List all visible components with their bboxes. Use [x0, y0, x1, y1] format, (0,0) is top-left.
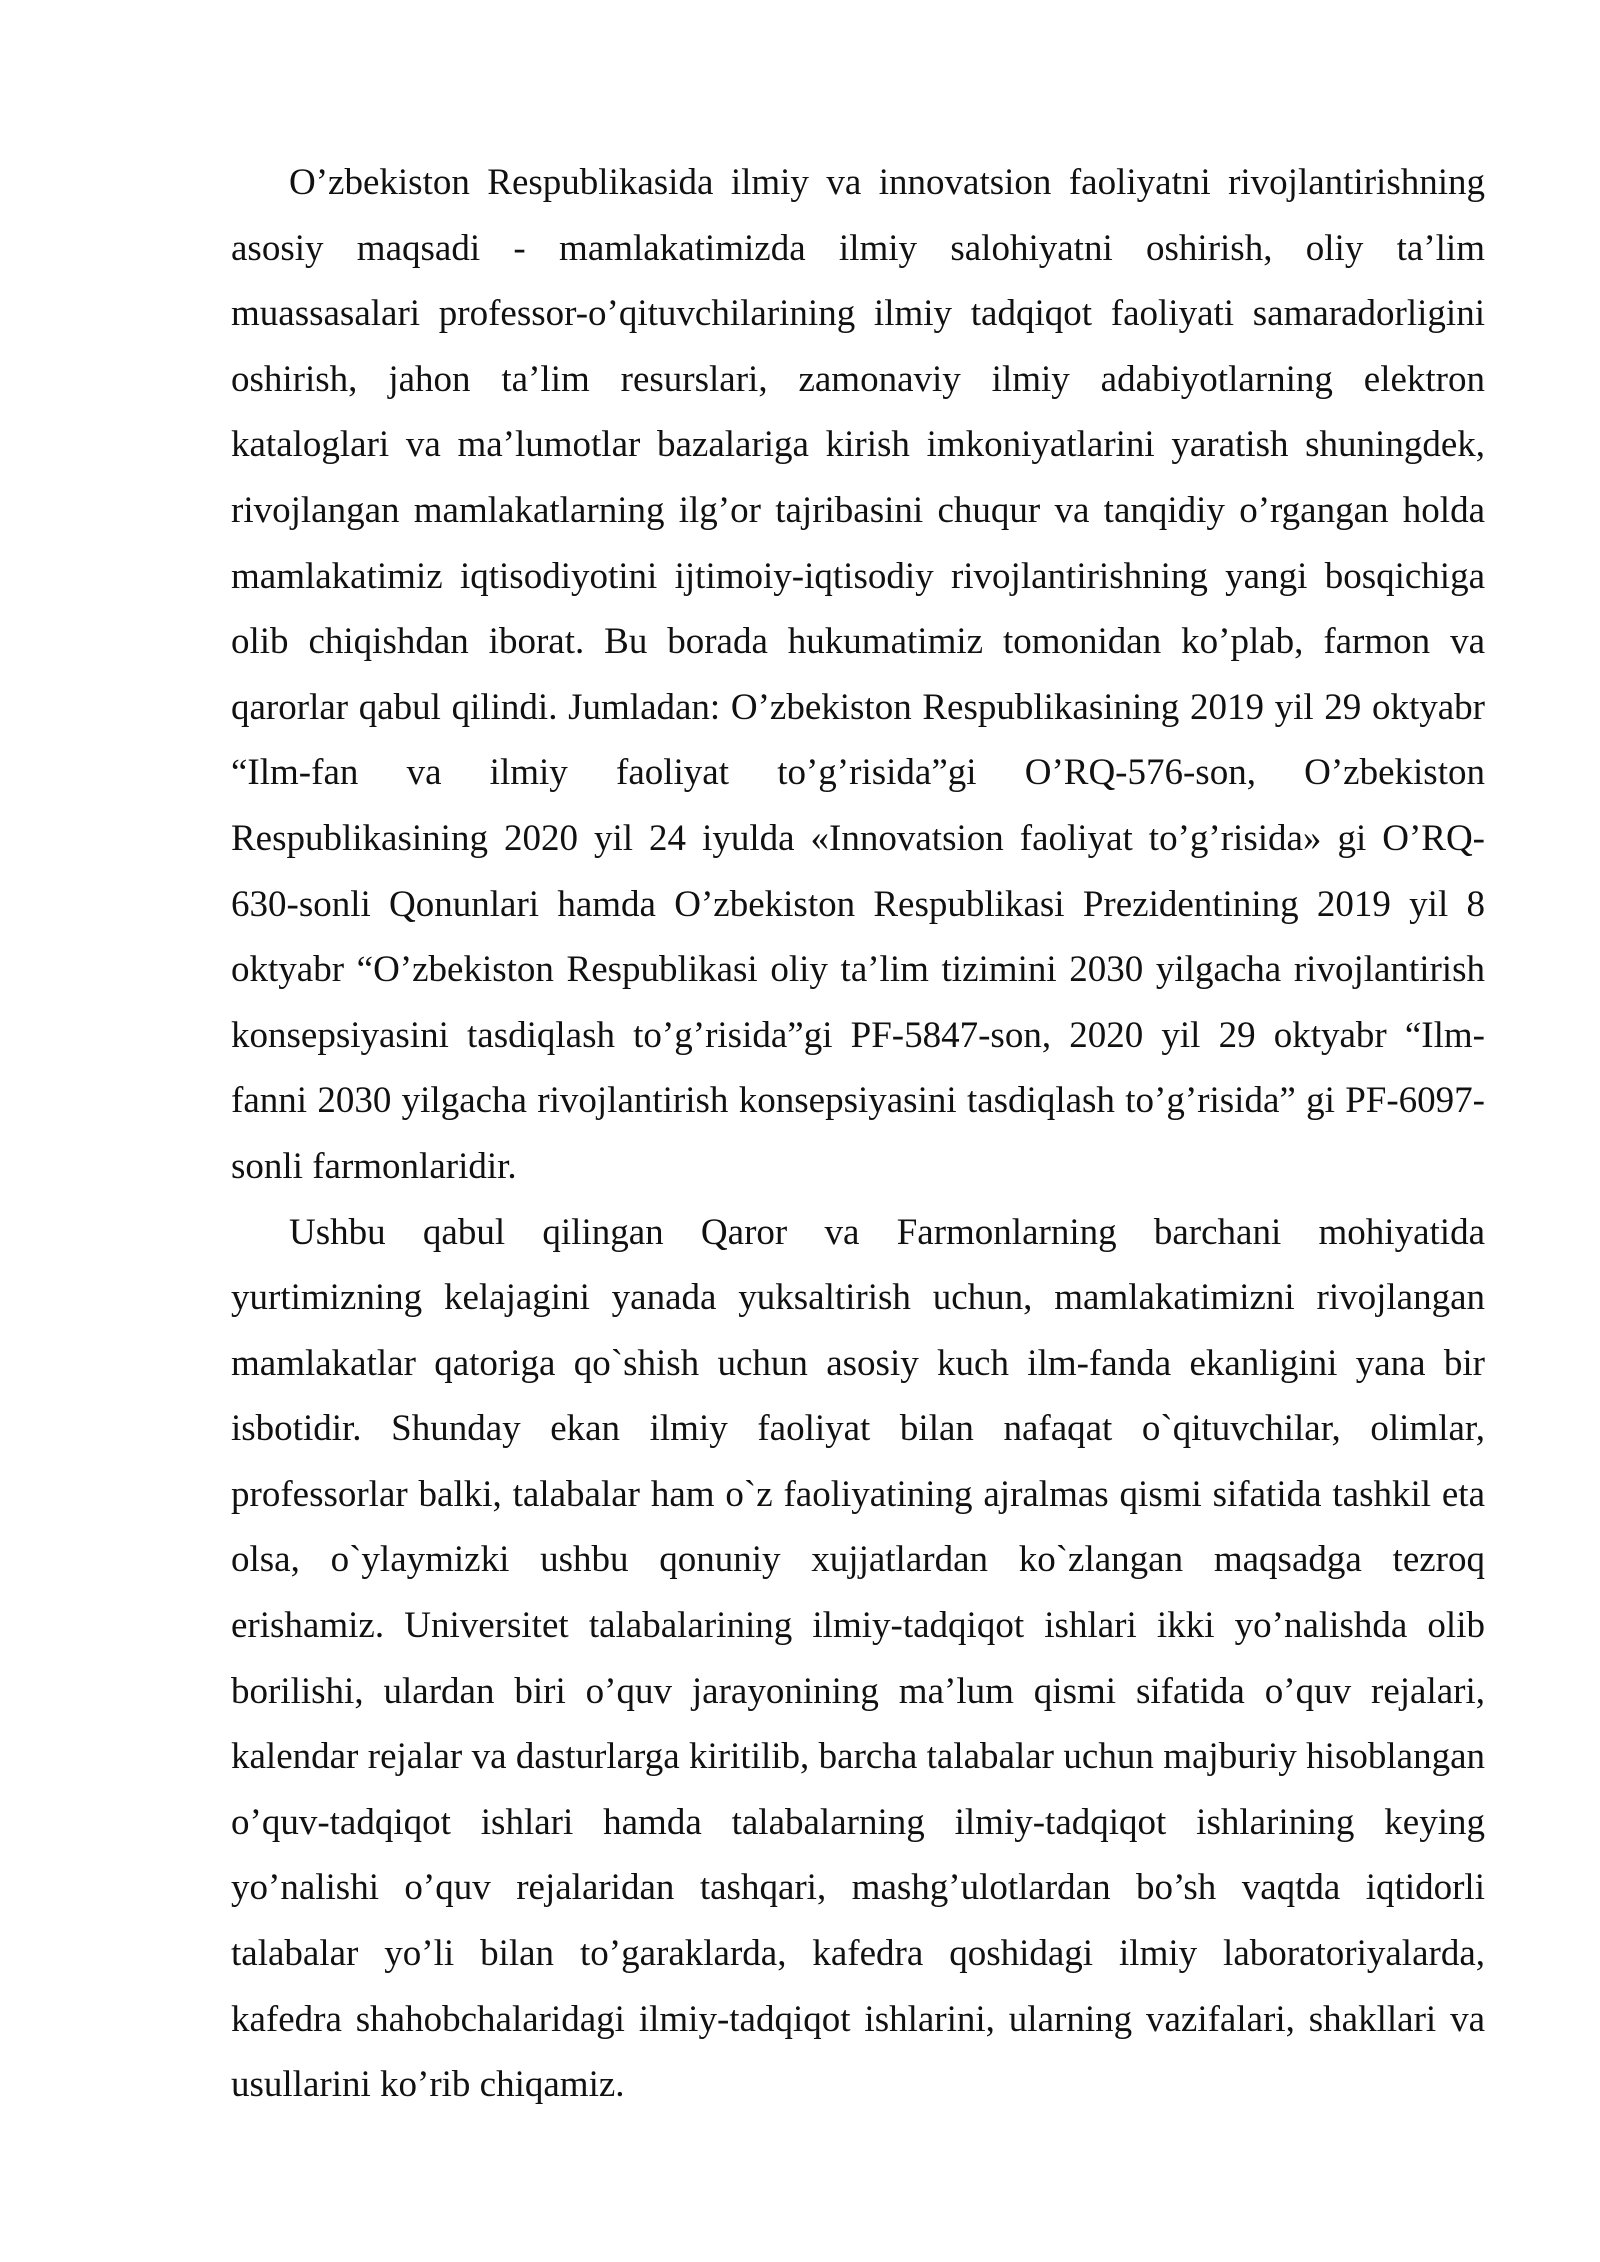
paragraph-1: O’zbekiston Respublikasida ilmiy va innovatsion faoliyatni rivojlantirishning asosiy maqsadi - mamlakatimizda ilmiy salohiyatni oshirish, oliy ta’lim muassasalari professor-o’qituvchilarining ilmiy tadqiqot faoliyati samaradorligini oshirish, jahon ta’lim resurslari, zamonaviy ilmiy adabiyotlarning elektron kataloglari va ma’lumotlar bazalariga kirish imkoniyatlarini yaratish shuningdek, rivojlangan mamlakatlarning ilg’or tajribasini chuqur va tanqidiy o’rgangan holda mamlakatimiz iqtisodiyotini ijtimoiy-iqtisodiy rivojlantirishning yangi bosqichiga olib chiqishdan iborat. Bu borada hukumatimiz tomonidan ko’plab, farmon va qarorlar qabul qilindi. Jumladan: O’zbekiston Respublikasining 2019 yil 29 oktyabr “Ilm-fan va ilmiy faoliyat to’g’risida”gi O’RQ-576-son, O’zbekiston Respublikasining 2020 yil 24 iyulda «Innovatsion faoliyat to’g’risida» gi O’RQ-630-sonli Qonunlari hamda O’zbekiston Respublikasi Prezidentining 2019 yil 8 oktyabr “O’zbekiston Respublikasi oliy ta’lim tizimini 2030 yilgacha rivojlantirish konsepsiyasini tasdiqlash to’g’risida”gi PF-5847-son, 2020 yil 29 oktyabr “Ilm-fanni 2030 yilgacha rivojlantirish konsepsiyasini tasdiqlash to’g’risida” gi PF-6097-sonli farmonlaridir.	[231, 162, 1485, 1187]
paragraph-2: Ushbu qabul qilingan Qaror va Farmonlarning barchani mohiyatida yurtimizning kelajagini yanada yuksaltirish uchun, mamlakatimizni rivojlangan mamlakatlar qatoriga qo`shish uchun asosiy kuch ilm-fanda ekanligini yana bir isbotidir. Shunday ekan ilmiy faoliyat bilan nafaqat o`qituvchilar, olimlar, professorlar balki, talabalar ham o`z faoliyatining ajralmas qismi sifatida tashkil eta olsa, o`ylaymizki ushbu qonuniy xujjatlardan ko`zlangan maqsadga tezroq erishamiz. Universitet talabalarining ilmiy-tadqiqot ishlari ikki yo’nalishda olib borilishi, ulardan biri o’quv jarayonining ma’lum qismi sifatida o’quv rejalari, kalendar rejalar va dasturlarga kiritilib, barcha talabalar uchun majburiy hisoblangan o’quv-tadqiqot ishlari hamda talabalarning ilmiy-tadqiqot ishlarining keying yo’nalishi o’quv rejalaridan tashqari, mashg’ulotlardan bo’sh vaqtda iqtidorli talabalar yo’li bilan to’garaklarda, kafedra qoshidagi ilmiy laboratoriyalarda, kafedra shahobchalaridagi ilmiy-tadqiqot ishlarini, ularning vazifalari, shakllari va usullarini ko’rib chiqamiz.	[231, 1211, 1485, 2106]
document-body	[231, 150, 1485, 2118]
